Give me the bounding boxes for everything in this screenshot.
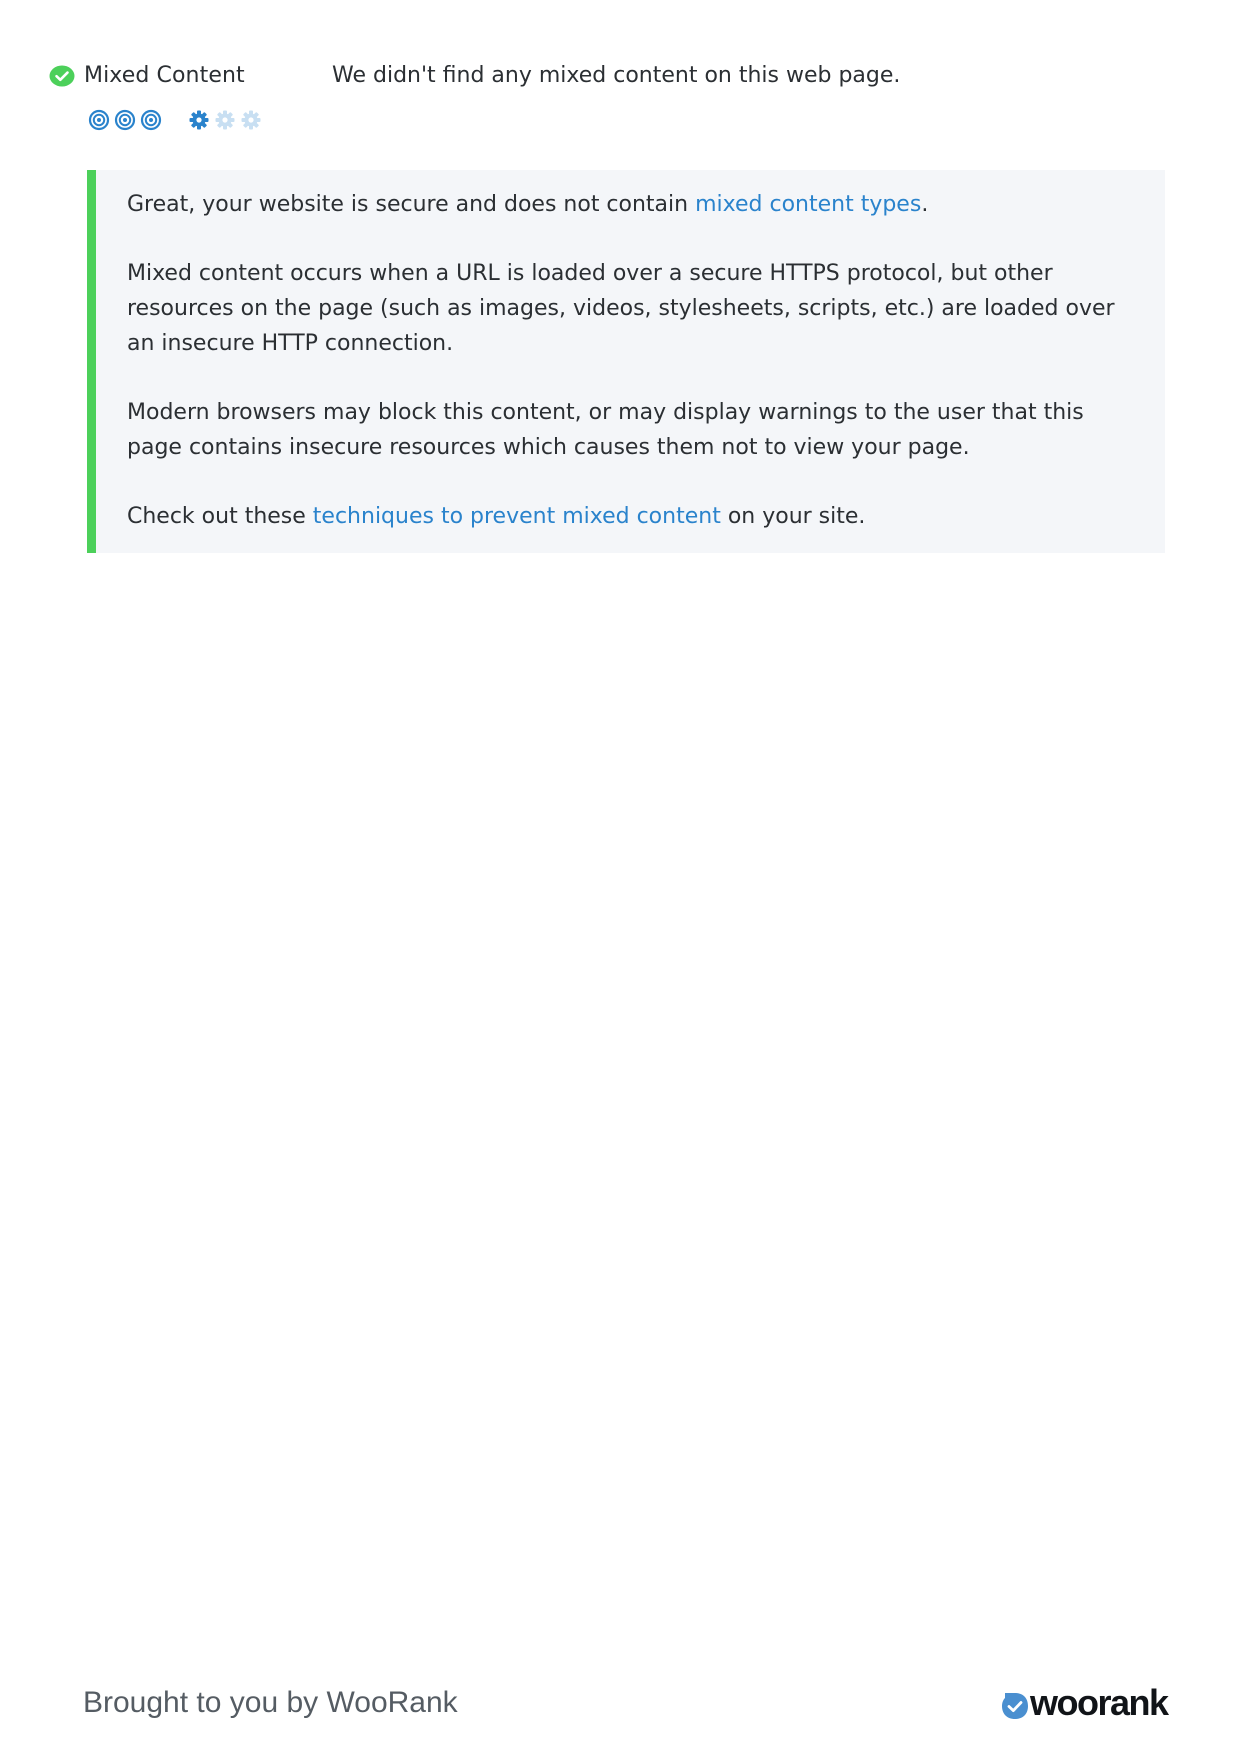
importance-target-icon xyxy=(114,109,136,131)
woorank-check-logo-icon xyxy=(1000,1691,1030,1721)
criterion-header xyxy=(48,58,1188,92)
criterion-title: Mixed Content xyxy=(84,63,245,88)
details-text: Check out these xyxy=(127,504,313,529)
details-paragraph: Mixed content occurs when a URL is loaded over a secure HTTPS protocol, but other resources on the page (such as images, videos, stylesheets, scripts, etc.) are loaded over an insecure HTTP connection. xyxy=(127,261,1115,356)
details-paragraph: Modern browsers may block this content, or may display warnings to the user that this page contains insecure resources which causes them not to view your page. xyxy=(127,400,1084,460)
difficulty-gear-icon xyxy=(214,109,236,131)
importance-target-icon xyxy=(88,109,110,131)
footer-credit: Brought to you by WooRank xyxy=(83,1686,458,1719)
prevent-mixed-content-link[interactable]: techniques to prevent mixed content xyxy=(312,504,721,529)
woorank-logo-text: woorank xyxy=(1030,1682,1168,1723)
passed-check-icon xyxy=(49,65,75,87)
woorank-logo xyxy=(1000,1682,1168,1723)
difficulty-gear-icon xyxy=(188,109,210,131)
details-text: . xyxy=(921,192,929,217)
mixed-content-types-link[interactable]: mixed content types xyxy=(695,192,922,217)
importance-target-icon xyxy=(140,109,162,131)
details-paragraph xyxy=(127,187,1125,222)
criterion-details-box xyxy=(87,170,1165,553)
details-text: on your site. xyxy=(720,504,866,529)
difficulty-gear-icon xyxy=(240,109,262,131)
details-text: Great, your website is secure and does not contain xyxy=(127,192,696,217)
details-paragraph xyxy=(127,499,1125,534)
criterion-summary: We didn't find any mixed content on this web page. xyxy=(332,63,901,88)
